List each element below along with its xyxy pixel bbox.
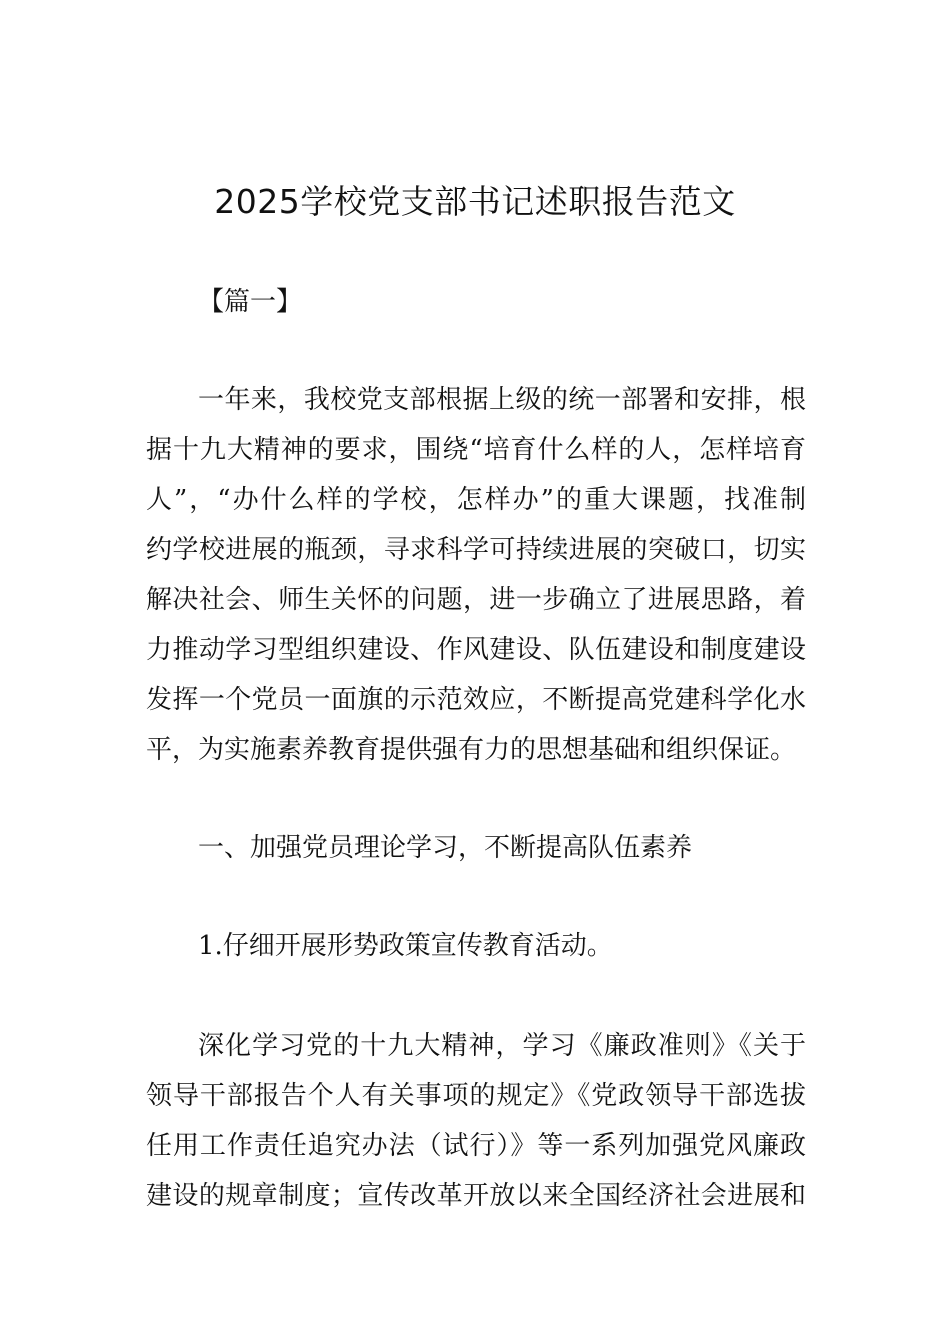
paragraph1-line-4: 约学校进展的瓶颈，寻求科学可持续进展的突破口，切实: [146, 535, 806, 565]
paragraph1-line-5: 解决社会、师生关怀的问题，进一步确立了进展思路，着: [146, 585, 806, 615]
paragraph2-line-2: 领导干部报告个人有关事项的规定》《党政领导干部选拔: [146, 1081, 806, 1111]
section-heading-1: 一、加强党员理论学习，不断提高队伍素养: [198, 833, 693, 863]
paragraph1-line-8: 平，为实施素养教育提供强有力的思想基础和组织保证。: [146, 735, 797, 765]
paragraph2-line-1: 深化学习党的十九大精神，学习《廉政准则》《关于: [198, 1031, 806, 1061]
paragraph1-line-6: 力推动学习型组织建设、作风建设、队伍建设和制度建设: [146, 635, 806, 665]
paragraph1-line-1: 一年来，我校党支部根据上级的统一部署和安排，根: [198, 385, 806, 415]
paragraph1-line-3: 人”，“办什么样的学校，怎样办”的重大课题，找准制: [146, 485, 806, 515]
paragraph1-line-2: 据十九大精神的要求，围绕“培育什么样的人，怎样培育: [146, 435, 806, 465]
section-label: 【篇一】: [198, 287, 303, 317]
paragraph1-line-7: 发挥一个党员一面旗的示范效应，不断提高党建科学化水: [146, 685, 806, 715]
subheading-1: 1.仔细开展形势政策宣传教育活动。: [198, 931, 613, 961]
paragraph2-line-3: 任用工作责任追究办法（试行）》等一系列加强党风廉政: [146, 1131, 806, 1161]
paragraph2-line-4: 建设的规章制度；宣传改革开放以来全国经济社会进展和: [146, 1181, 806, 1211]
document-title: 2025学校党支部书记述职报告范文: [214, 182, 736, 221]
